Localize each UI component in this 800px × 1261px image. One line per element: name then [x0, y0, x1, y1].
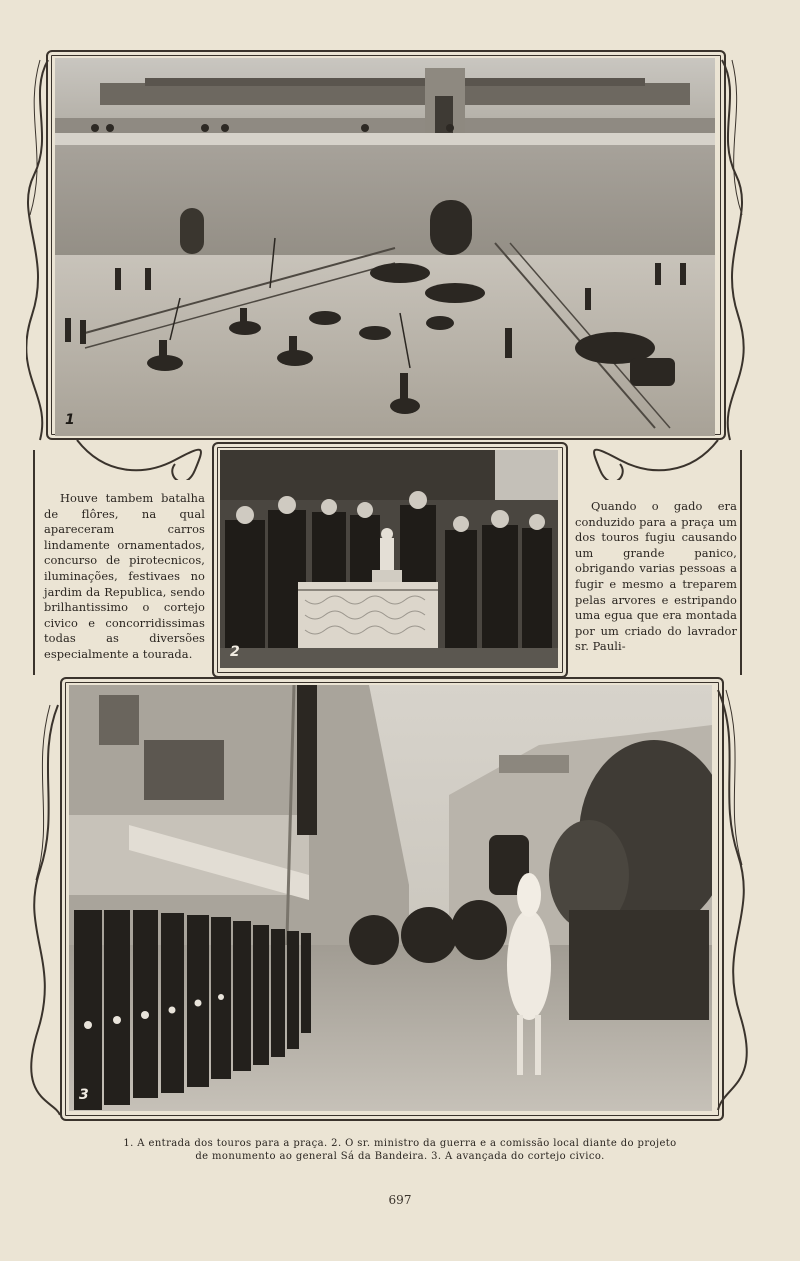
right-column-text: [575, 499, 737, 655]
vertical-rule-left: [33, 450, 35, 675]
caption-line-1: 1. A entrada dos touros para a praça. 2. O sr. ministro da guerra e a comissão local diante do projeto: [123, 1138, 677, 1149]
photo-1-number: 1: [65, 412, 75, 428]
right-column-paragraph: Quando o gado era conduzido para a praça um dos touros fugiu causando um grande panico, obrigando varias pessoas a fugir e mesmo a treparem pelas arvores e estripando uma egua que era montada por um criado do lavrador sr. Pauli-: [575, 499, 737, 654]
scroll-ornament-bottom-right: [570, 436, 720, 480]
procession-illustration: [69, 685, 712, 1111]
scroll-ornament-right-bottom: [712, 685, 748, 1115]
scroll-ornament-right-top: [712, 55, 746, 445]
photo-2-number: 2: [230, 644, 240, 660]
photo-3-procession: [69, 685, 712, 1111]
photo-caption: [80, 1137, 720, 1163]
caption-line-2: de monumento ao general Sá da Bandeira. 3. A avançada do cortejo civico.: [195, 1151, 605, 1162]
left-column-text: [44, 491, 205, 663]
vertical-rule-right: [740, 450, 742, 675]
scroll-ornament-bottom-left: [75, 436, 215, 480]
scroll-ornament-left-bottom: [30, 700, 64, 1120]
ceremony-illustration: [220, 450, 558, 668]
photo-2-ceremony: [220, 450, 558, 668]
photo-3-number: 3: [79, 1087, 89, 1103]
scroll-ornament-left-top: [26, 55, 56, 445]
left-column-paragraph: Houve tambem batalha de flôres, na qual apareceram carros lindamente ornamentados, concurso de pirotecnicos, iluminações, festivaes no jardim da Republica, sendo brilhantissimo o cortejo civico e concorridissimas todas as diversões especialmente a tourada.: [44, 491, 205, 661]
page-number: 697: [388, 1193, 412, 1207]
photo-1-bullring: [55, 58, 715, 436]
bullring-illustration: [55, 58, 715, 436]
